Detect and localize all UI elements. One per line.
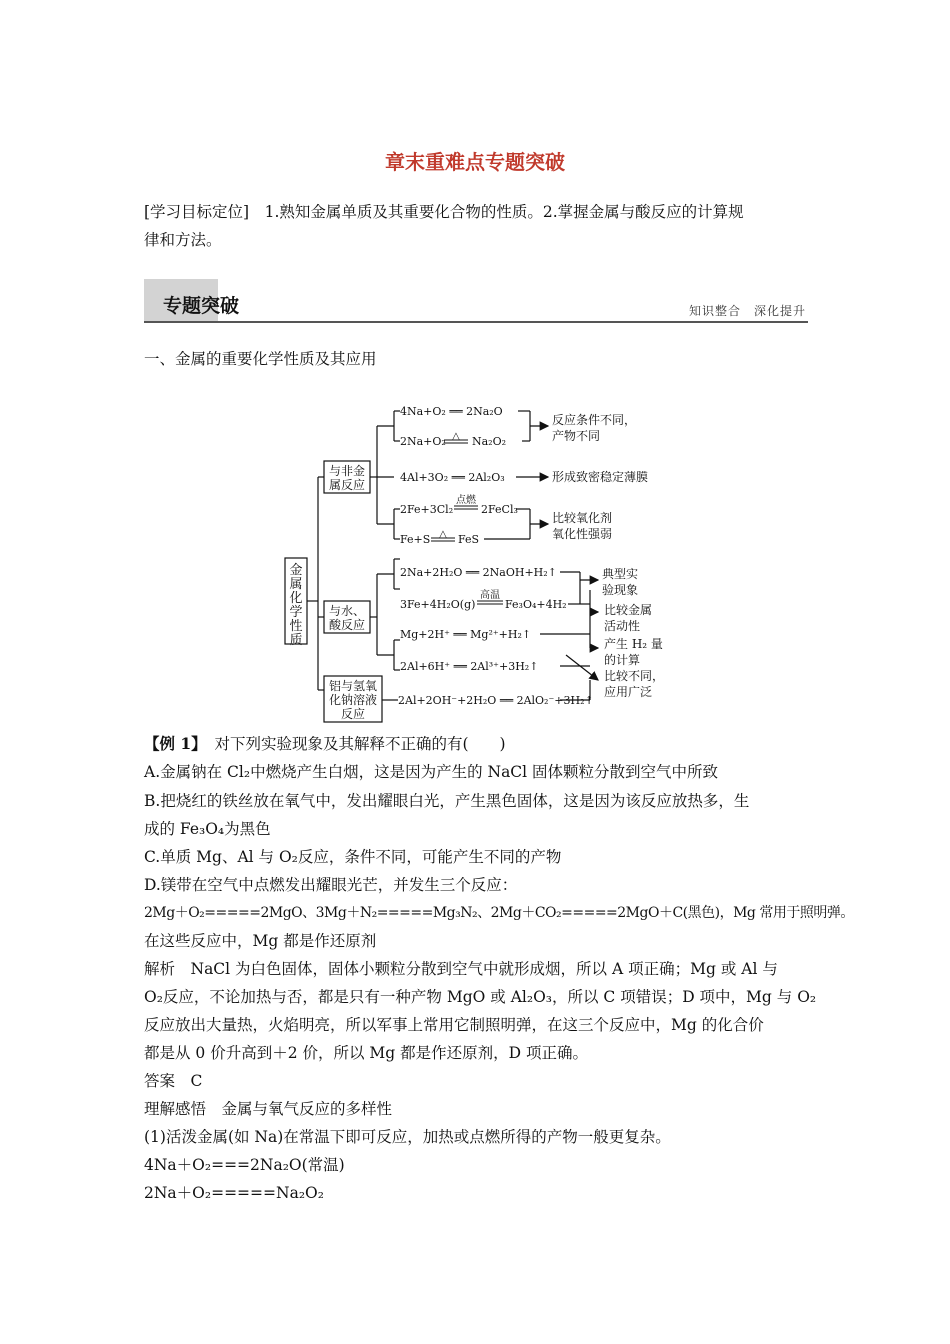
page-title: 章末重难点专题突破 xyxy=(385,150,565,174)
group-naoh-label: 反应 xyxy=(340,707,366,721)
equation-reactants: 2Na+O₂ xyxy=(400,435,446,448)
option-b-line-2: 成的 Fe₃O₄为黑色 xyxy=(144,820,271,838)
equation-condition: △ xyxy=(439,529,447,540)
diagram-note: 比较不同， xyxy=(604,669,665,683)
heading-1: 一、金属的重要化学性质及其应用 xyxy=(144,350,377,368)
equation-reactants: 3Fe+4H₂O(g) xyxy=(400,598,476,611)
example-label: 【例 1】 xyxy=(144,734,199,753)
analysis-line-3: 反应放出大量热，火焰明亮，所以军事上常用它制照明弹，在这三个反应中，Mg 的化合价 xyxy=(144,1016,764,1034)
equation: 2Al+2OH⁻+2H₂O ══ 2AlO₂⁻+3H₂↑ xyxy=(398,694,594,707)
option-d-line-3: 在这些反应中，Mg 都是作还原剂 xyxy=(144,932,377,950)
equation-condition: 高温 xyxy=(480,590,500,601)
section-title: 专题突破 xyxy=(163,295,240,317)
equation-products: Na₂O₂ xyxy=(472,435,507,448)
equation-condition: △ xyxy=(452,431,460,442)
example-question-text: 对下列实验现象及其解释不正确的有( ) xyxy=(198,735,506,753)
group-water-acid-label: 酸反应 xyxy=(328,618,366,632)
equation-reactants: 2Fe+3Cl₂ xyxy=(400,503,454,516)
analysis-line-4: 都是从 0 价升高到＋2 价，所以 Mg 都是作还原剂，D 项正确。 xyxy=(144,1044,589,1062)
option-a: A.金属钠在 Cl₂中燃烧产生白烟，这是因为产生的 NaCl 固体颗粒分散到空气中所致 xyxy=(144,763,719,781)
equation: 2Na+2H₂O ══ 2NaOH+H₂↑ xyxy=(400,566,557,579)
diagram-note: 活动性 xyxy=(604,619,641,633)
analysis-line-2: O₂反应，不论加热与否，都是只有一种产物 MgO 或 Al₂O₃，所以 C 项错误；D 项中，Mg 与 O₂ xyxy=(144,988,817,1006)
diagram-note: 反应条件不同， xyxy=(552,413,637,427)
diagram-note: 形成致密稳定薄膜 xyxy=(552,470,649,484)
analysis-line-1: 解析 NaCl 为白色固体，固体小颗粒分散到空气中就形成烟，所以 A 项正确；Mg 或 Al 与 xyxy=(144,960,778,978)
equation-condition: 点燃 xyxy=(456,495,476,506)
section-tagline: 知识整合 深化提升 xyxy=(688,304,806,318)
diagram-note: 产物不同 xyxy=(552,429,601,443)
diagram-note: 氧化性强弱 xyxy=(552,527,613,541)
diagram-note: 典型实 xyxy=(602,567,639,581)
diagram-note: 验现象 xyxy=(602,583,639,597)
equation-reactants: Fe+S xyxy=(400,533,431,546)
root-char: 化 xyxy=(289,591,303,606)
diagram-note: 产生 H₂ 量 xyxy=(604,637,663,651)
diagram-note: 的计算 xyxy=(604,653,641,667)
root-char: 性 xyxy=(289,619,303,634)
answer: 答案 C xyxy=(144,1072,203,1090)
diagram-note: 比较金属 xyxy=(604,603,653,617)
equation-products: FeS xyxy=(458,533,480,546)
option-b-line-1: B.把烧红的铁丝放在氧气中，发出耀眼白光，产生黑色固体，这是因为该反应放热多，生 xyxy=(144,792,750,810)
group-naoh-label: 铝与氢氧 xyxy=(328,679,378,693)
option-d-line-2: 2Mg＋O₂=====2MgO、3Mg＋N₂=====Mg₃N₂、2Mg＋CO₂=====2MgO＋C(黑色)，Mg 常用于照明弹。 xyxy=(144,905,854,921)
equation: 4Na+O₂ ══ 2Na₂O xyxy=(400,405,503,418)
insight-point-1: (1)活泼金属(如 Na)在常温下即可反应，加热或点燃所得的产物一般更复杂。 xyxy=(144,1128,671,1146)
equation-products: Fe₃O₄+4H₂ xyxy=(505,598,567,611)
group-nonmetal-label: 与非金 xyxy=(328,464,366,478)
equation: 2Al+6H⁺ ══ 2Al³⁺+3H₂↑ xyxy=(400,660,539,673)
equation: 4Al+3O₂ ══ 2Al₂O₃ xyxy=(400,471,505,484)
group-water-acid-label: 与水、 xyxy=(328,604,366,618)
group-naoh-label: 化钠溶液 xyxy=(328,693,378,707)
diagram-note: 比较氧化剂 xyxy=(552,511,613,525)
equation-products: 2FeCl₃ xyxy=(481,503,518,516)
example-question xyxy=(144,734,506,754)
root-char: 学 xyxy=(289,605,303,620)
insight-equation-2: 2Na＋O₂=====Na₂O₂ xyxy=(144,1184,324,1202)
option-d-line-1: D.镁带在空气中点燃发出耀眼光芒，并发生三个反应： xyxy=(144,876,518,894)
insight-equation-1: 4Na＋O₂===2Na₂O(常温) xyxy=(144,1156,345,1174)
root-char: 属 xyxy=(289,577,303,592)
equation: Mg+2H⁺ ══ Mg²⁺+H₂↑ xyxy=(400,628,532,641)
option-c: C.单质 Mg、Al 与 O₂反应，条件不同，可能产生不同的产物 xyxy=(144,848,562,866)
diagram-note: 应用广泛 xyxy=(604,685,653,699)
objectives-line-1: [学习目标定位] 1.熟知金属单质及其重要化合物的性质。2.掌握金属与酸反应的计算规 xyxy=(144,203,744,221)
group-nonmetal-label: 属反应 xyxy=(328,478,366,492)
root-char: 金 xyxy=(289,563,303,578)
objectives-line-2: 律和方法。 xyxy=(144,231,222,249)
root-char: 质 xyxy=(289,633,303,648)
insight-title: 理解感悟 金属与氧气反应的多样性 xyxy=(144,1100,393,1118)
